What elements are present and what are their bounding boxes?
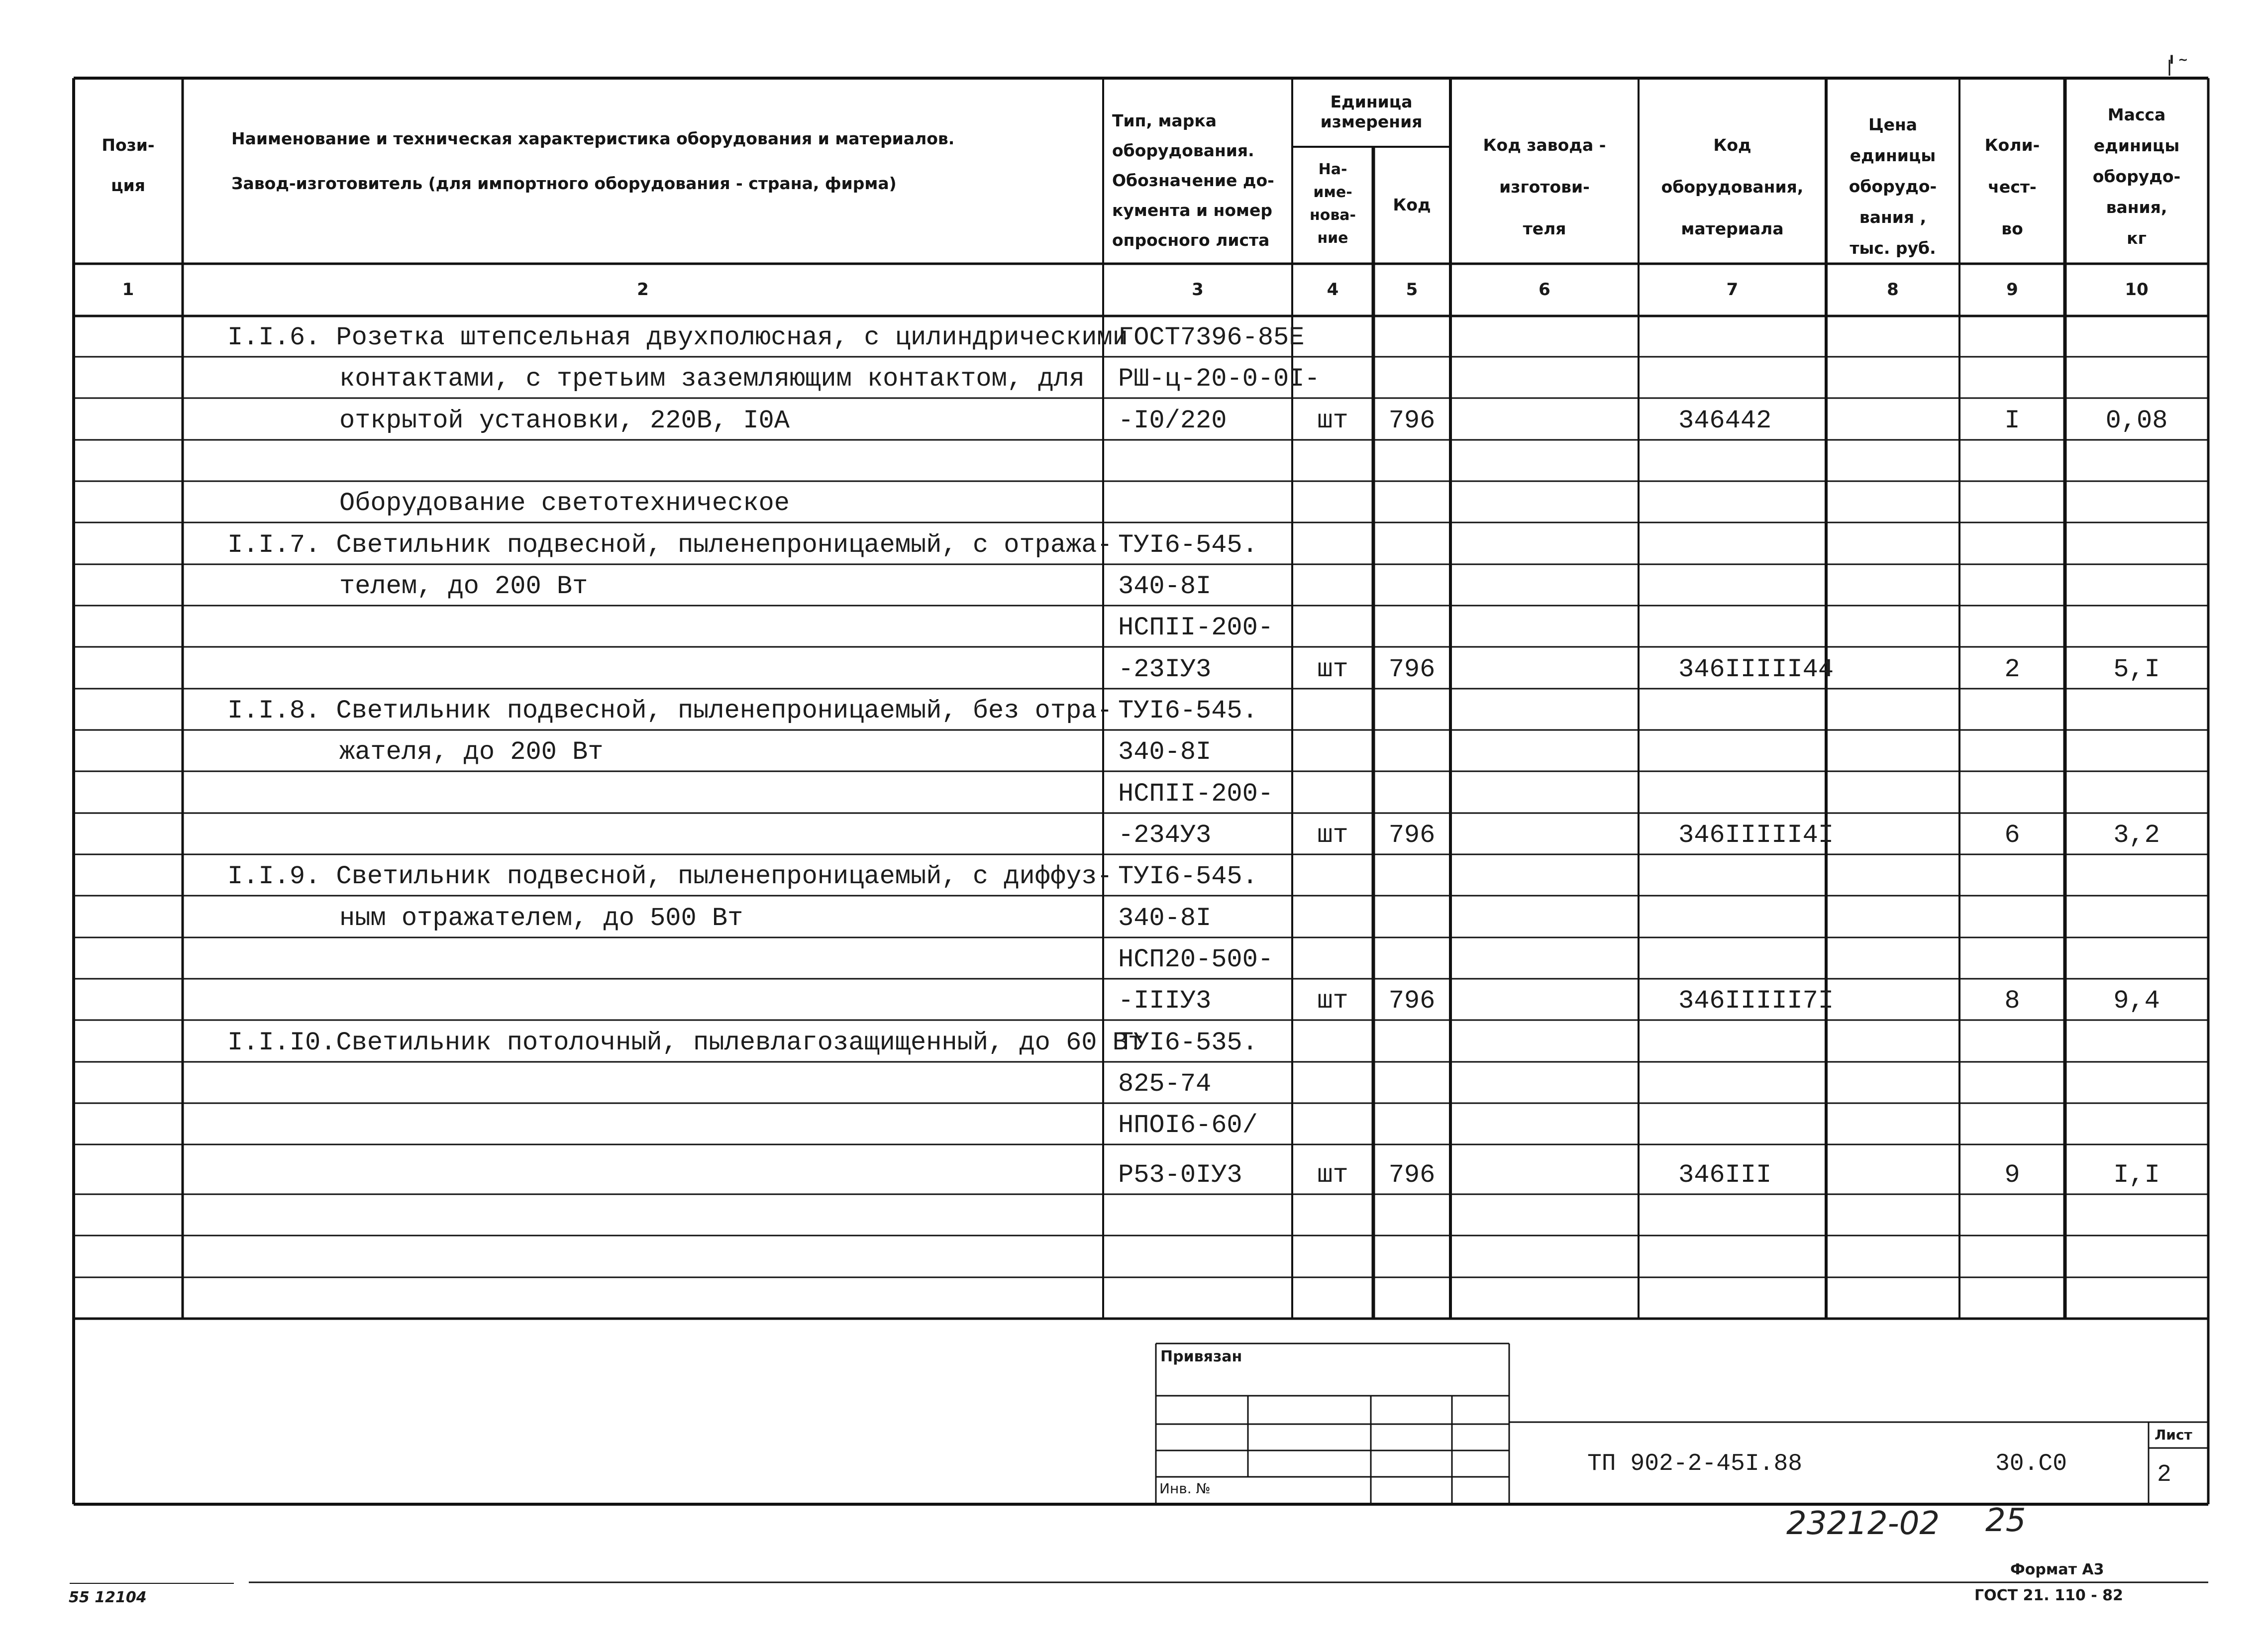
table-row [0, 647, 2263, 689]
table-row [0, 398, 2263, 440]
cell-unit: шт [1317, 986, 1348, 1016]
header-col4-line: нова- [1309, 206, 1356, 224]
table-row [0, 522, 2263, 564]
colnum-4: 4 [1327, 280, 1339, 300]
header-col3-line: кумента и номер [1112, 201, 1273, 220]
footer-format: Формат А3 [2010, 1561, 2104, 1578]
header-col8-line: Цена [1868, 115, 1918, 134]
table-row [0, 564, 2263, 606]
header-col7-line: оборудования, [1661, 177, 1804, 197]
cell-code: 796 [1388, 655, 1436, 684]
header-col9-line: Коли- [1984, 135, 2040, 155]
cell-name: жателя, до 200 Вт [339, 737, 604, 767]
colnum-1: 1 [122, 280, 134, 300]
header-col2-line: Завод-изготовитель (для импортного оборудования - страна, фирма) [231, 174, 897, 193]
cell-code: 796 [1388, 986, 1436, 1016]
table-row [0, 440, 2263, 481]
cell-type: НСП20-500- [1118, 945, 1274, 974]
header-col8-line: оборудо- [1849, 177, 1937, 196]
cell-mass: I,I [2113, 1160, 2160, 1190]
stamp-section: 30.С0 [1995, 1450, 2067, 1477]
cell-equip: 346442 [1678, 406, 1772, 435]
header-col4-line: На- [1318, 161, 1347, 178]
header-col2-line: Наименование и техническая характеристика оборудования и материалов. [231, 129, 955, 148]
header-col8 [1826, 109, 1959, 264]
header-col3-line: Обозначение до- [1112, 171, 1274, 190]
cell-type: -I0/220 [1118, 406, 1227, 435]
cell-unit: шт [1317, 655, 1348, 684]
cell-type: 340-8I [1118, 737, 1212, 767]
colnum-9: 9 [2006, 280, 2018, 300]
header-col6-line: изготови- [1499, 177, 1590, 197]
cell-name: ным отражателем, до 500 Вт [339, 904, 743, 933]
table-row [0, 689, 2263, 730]
colnum-6: 6 [1539, 280, 1550, 300]
cell-type: ТУI6-535. [1118, 1028, 1258, 1057]
cell-mass: 3,2 [2113, 821, 2160, 850]
footer-left-code: 55 12104 [69, 1589, 147, 1606]
table-row [0, 1277, 2263, 1319]
header-col10 [2065, 100, 2208, 254]
cell-equip: 346IIIII4I [1678, 821, 1834, 850]
colnum-7: 7 [1726, 280, 1739, 300]
cell-name: I.I.I0.Светильник потолочный, пылевлагозащищенный, до 60 Вт [227, 1028, 1144, 1057]
cell-code: 796 [1388, 1160, 1436, 1190]
cell-equip: 346IIIII7I [1678, 986, 1834, 1016]
stamp-inv-no: Инв. № [1159, 1480, 1211, 1497]
header-col3-line: оборудования. [1112, 141, 1254, 160]
header-col1 [75, 137, 182, 194]
table-row [0, 1194, 2263, 1236]
cell-type: -IIIУ3 [1118, 986, 1212, 1016]
cell-qty: 2 [2004, 655, 2020, 684]
table-row [0, 896, 2263, 937]
cell-name: Оборудование светотехническое [339, 489, 790, 518]
handwritten-page: 25 [1985, 1502, 2026, 1539]
cell-type: НСПII-200- [1118, 779, 1274, 809]
cell-qty: I [2004, 406, 2020, 435]
header-col10-line: Масса [2107, 105, 2166, 124]
cell-type: 825-74 [1118, 1069, 1212, 1099]
table-row [0, 771, 2263, 813]
table-row [0, 357, 2263, 398]
header-col7-line: материала [1681, 219, 1784, 238]
header-unit-group-line: измерения [1320, 112, 1423, 131]
cell-type: ТУI6-545. [1118, 530, 1258, 560]
header-col3-line: Тип, марка [1112, 111, 1217, 130]
table-row [0, 606, 2263, 647]
header-col10-line: кг [2127, 228, 2147, 248]
header-col2 [231, 130, 954, 192]
cell-name: I.I.6. Розетка штепсельная двухполюсная, с цилиндрическими [227, 323, 1128, 352]
stamp-sheet-no: 2 [2157, 1461, 2171, 1488]
cell-name: телем, до 200 Вт [339, 572, 588, 601]
cell-code: 796 [1388, 406, 1436, 435]
colnum-8: 8 [1887, 280, 1899, 300]
cell-unit: шт [1317, 821, 1348, 850]
cell-unit: шт [1317, 1160, 1348, 1190]
cell-name: I.I.9. Светильник подвесной, пыленепроницаемый, с диффуз- [227, 862, 1113, 891]
colnum-5: 5 [1406, 280, 1418, 300]
cell-unit: шт [1317, 406, 1348, 435]
header-col4 [1292, 158, 1373, 250]
cell-qty: 6 [2004, 821, 2020, 850]
stamp-doc-code: ТП 902-2-45I.88 [1587, 1450, 1803, 1477]
cell-type: Р53-0IУ3 [1118, 1160, 1242, 1190]
cell-qty: 8 [2004, 986, 2020, 1016]
cell-type: НСПII-200- [1118, 613, 1274, 642]
header-col4-line: ние [1317, 229, 1348, 247]
cell-name: I.I.7. Светильник подвесной, пыленепроницаемый, с отража- [227, 530, 1113, 560]
table-row [0, 481, 2263, 522]
table-row [0, 937, 2263, 979]
header-col3 [1112, 106, 1274, 255]
cell-qty: 9 [2004, 1160, 2020, 1190]
header-col10-line: вания, [2106, 198, 2167, 217]
header-col1-line: Пози- [102, 135, 155, 155]
table-row [0, 730, 2263, 771]
colnum-2: 2 [637, 280, 649, 300]
header-col8-line: тыс. руб. [1850, 238, 1936, 258]
cell-equip: 346III [1678, 1160, 1772, 1190]
table-row [0, 1103, 2263, 1144]
cell-mass: 5,I [2113, 655, 2160, 684]
handwritten-number: 23212-02 [1786, 1505, 1940, 1542]
table-row [0, 1020, 2263, 1062]
cell-type: НПОI6-60/ [1118, 1111, 1258, 1140]
cell-equip: 346IIIII44 [1678, 655, 1834, 684]
header-col6-line: Код завода - [1483, 135, 1606, 155]
header-col5: Код [1393, 195, 1431, 214]
header-unit-group [1292, 92, 1450, 132]
cell-type: РШ-ц-20-0-0I- [1118, 364, 1320, 394]
cell-name: контактами, с третьим заземляющим контактом, для [339, 364, 1085, 394]
table-row [0, 979, 2263, 1020]
header-col6-line: теля [1523, 219, 1566, 238]
table-row [0, 813, 2263, 854]
table-row [0, 1062, 2263, 1103]
header-col10-line: единицы [2093, 136, 2180, 155]
colnum-3: 3 [1192, 280, 1204, 300]
cell-type: ТУI6-545. [1118, 696, 1258, 725]
header-col3-line: опросного листа [1112, 230, 1270, 250]
header-col1-line: ция [111, 176, 145, 195]
stamp-sheet-label: Лист [2155, 1427, 2192, 1443]
table-row [0, 1144, 2263, 1194]
cell-code: 796 [1388, 821, 1436, 850]
header-col7-line: Код [1713, 135, 1751, 155]
stamp-privyazan: Привязан [1160, 1348, 1242, 1365]
cell-type: 340-8I [1118, 572, 1212, 601]
cell-mass: 9,4 [2113, 986, 2160, 1016]
cell-name: открытой установки, 220В, I0А [339, 406, 790, 435]
corner-mark: I ~ [2169, 53, 2188, 67]
header-col9-line: во [2001, 219, 2023, 238]
header-unit-group-line: Единица [1330, 92, 1413, 111]
table-row [0, 316, 2263, 357]
header-col7 [1639, 124, 1826, 250]
cell-type: -23IУ3 [1118, 655, 1212, 684]
cell-type: ГОСТ7396-85Е [1118, 323, 1305, 352]
cell-type: ТУI6-545. [1118, 862, 1258, 891]
header-col4-line: име- [1313, 184, 1352, 201]
cell-mass: 0,08 [2105, 406, 2168, 435]
colnum-10: 10 [2125, 280, 2149, 300]
header-col8-line: единицы [1850, 146, 1936, 165]
table-row [0, 1236, 2263, 1277]
cell-name: I.I.8. Светильник подвесной, пыленепроницаемый, без отра- [227, 696, 1113, 725]
header-col9-line: чест- [1988, 177, 2037, 197]
header-col8-line: вания , [1859, 207, 1927, 227]
cell-type: 340-8I [1118, 904, 1212, 933]
table-row [0, 854, 2263, 896]
header-col6 [1450, 124, 1639, 250]
header-col9 [1959, 124, 2065, 250]
footer-gost: ГОСТ 21. 110 - 82 [1974, 1587, 2123, 1604]
header-col10-line: оборудо- [2092, 167, 2181, 186]
cell-type: -234У3 [1118, 821, 1212, 850]
